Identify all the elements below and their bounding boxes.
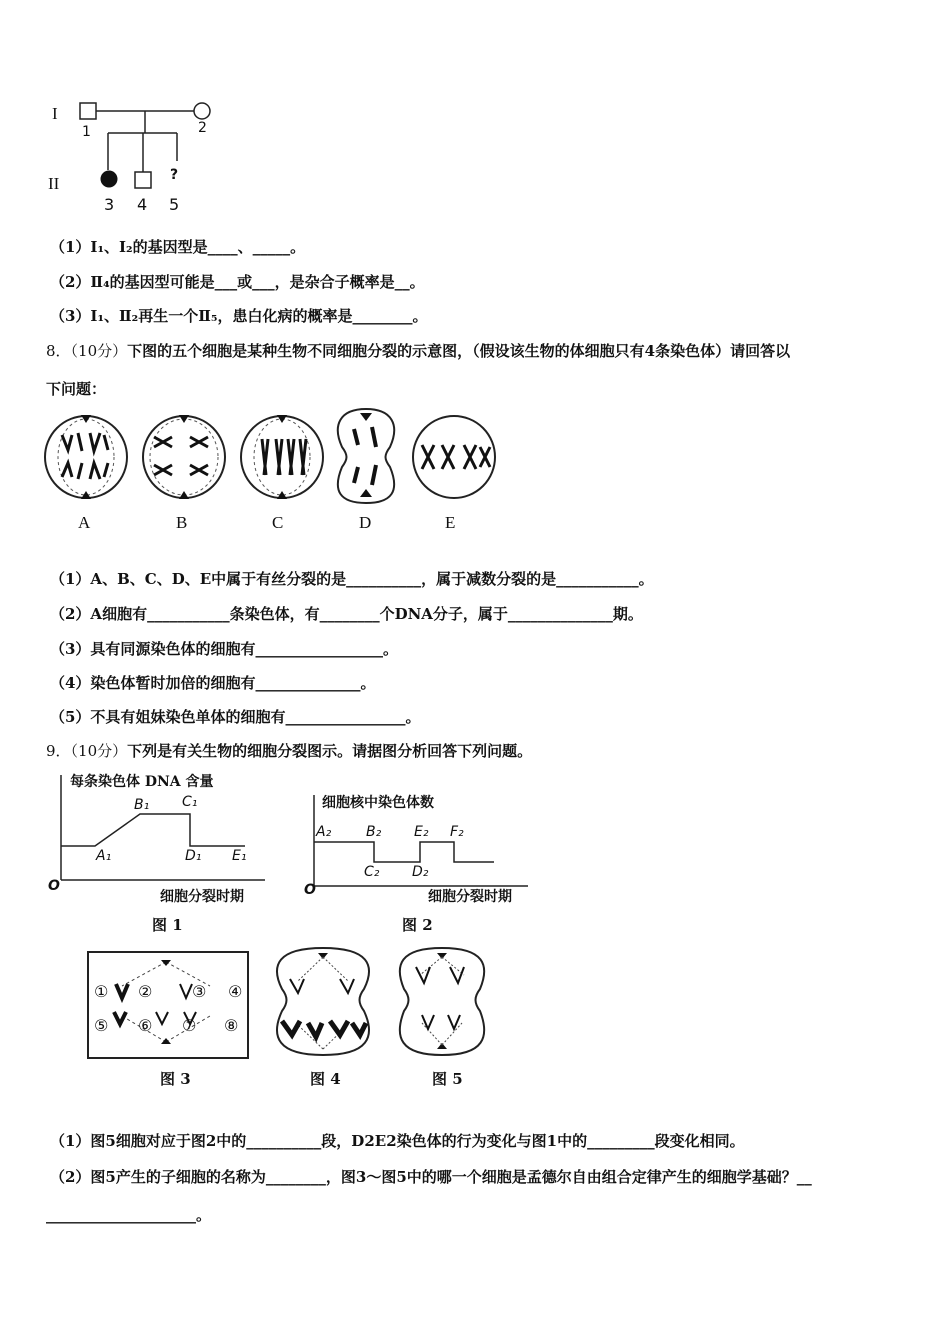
fig1-point-e: E₁ [232,848,247,864]
fig2-point-b: B₂ [366,824,382,840]
fig2-xlabel: 细胞分裂时期 [428,889,512,905]
fig2-curve [314,842,494,862]
pedigree-ind4: 4 [137,195,148,214]
q8-part3: （3）具有同源染色体的细胞有_________________。 [50,640,398,658]
fig1-origin: O [48,878,60,894]
fig2-point-d: D₂ [412,864,429,880]
cell-b [143,415,225,499]
q8-stem-line2: 下问题： [46,380,107,398]
fig3-diagram [86,950,251,1062]
pedigree-ind3: 3 [104,195,115,214]
fig2-caption: 图 2 [402,916,433,934]
q9-stem-line [46,740,532,761]
fig3-num-1: ① [94,982,109,1001]
fig2-point-a: A₂ [316,824,332,840]
fig3-num-8: ⑧ [224,1016,239,1035]
pedigree-ind5: 5 [169,195,180,214]
fig1-point-c: C₁ [182,794,198,810]
q8-number: 8．（10分） [46,342,128,360]
q8-stem: 下图的五个细胞是某种生物不同细胞分裂的示意图，（假设该生物的体细胞只有4条染色体）请回答以 [127,342,791,360]
fig3-caption: 图 3 [160,1070,191,1088]
cell-label-b: B [176,513,188,532]
q7-part2: （2）Ⅱ₄的基因型可能是___或___，是杂合子概率是__。 [50,273,425,291]
fig1-axes [55,770,265,890]
fig2-point-c: C₂ [364,864,380,880]
fig1-point-a: A₁ [96,848,112,864]
pedigree-gen2-label: II [48,174,60,193]
q7-part1: （1）Ⅰ₁、Ⅰ₂的基因型是____、_____。 [50,238,306,256]
cell-d [338,409,394,503]
fig5-caption: 图 5 [432,1070,463,1088]
cell-a [45,415,127,499]
pedigree-male-4 [135,172,151,188]
fig3-num-6: ⑥ [138,1016,153,1035]
fig3-num-3: ③ [192,982,207,1001]
q9-number: 9．（10分） [46,742,128,760]
fig1-curve [61,814,245,846]
pedigree-male-1 [80,103,96,119]
q8-part5: （5）不具有姐妹染色单体的细胞有________________。 [50,708,421,726]
q9-part2-line2: ____________________。 [46,1206,212,1224]
pedigree-ind2: 2 [198,120,207,136]
cell-label-d: D [359,513,372,532]
pedigree-ind5-mark: ? [170,167,179,183]
fig1-xlabel: 细胞分裂时期 [160,889,244,905]
pedigree-gen1-label: I [52,104,58,123]
pedigree-ind1: 1 [82,124,91,140]
fig3-num-7: ⑦ [182,1016,197,1035]
cell-e [413,416,495,498]
fig4-caption: 图 4 [310,1070,341,1088]
fig1-point-b: B₁ [134,797,150,813]
q9-part2-line1: （2）图5产生的子细胞的名称为________，图3～图5中的哪一个细胞是孟德尔自由组合定律产生的细胞学基础？__ [50,1168,812,1186]
q9-stem: 下列是有关生物的细胞分裂图示。请据图分析回答下列问题。 [127,742,533,760]
q8-part1: （1）A、B、C、D、E中属于有丝分裂的是__________，属于减数分裂的是___________。 [50,570,654,588]
fig3-num-2: ② [138,982,153,1001]
cell-label-c: C [272,513,284,532]
fig1-point-d: D₁ [185,848,202,864]
cell-c [241,415,323,499]
pedigree-affected-female-3 [101,171,118,188]
q8-part4: （4）染色体暂时加倍的细胞有______________。 [50,674,376,692]
q9-part1: （1）图5细胞对应于图2中的__________段，D2E2染色体的行为变化与图1中的_________段变化相同。 [50,1132,745,1150]
fig2-point-f: F₂ [450,824,464,840]
fig1-caption: 图 1 [152,916,183,934]
fig3-num-4: ④ [228,982,243,1001]
cell-label-e: E [445,513,456,532]
fig2-point-e: E₂ [414,824,429,840]
q8-cell-diagrams [44,405,514,505]
fig5-diagram [392,945,492,1060]
fig2-origin: O [304,882,316,898]
q7-part3: （3）Ⅰ₁、Ⅱ₂再生一个Ⅱ₅，患白化病的概率是________。 [50,307,428,325]
fig4-diagram [268,945,378,1060]
fig3-num-5: ⑤ [94,1016,109,1035]
fig2-ylabel: 细胞核中染色体数 [322,795,434,811]
pedigree-female-2 [194,103,210,119]
cell-label-a: A [78,513,91,532]
q8-stem-line1 [46,340,790,361]
fig1-ylabel: 每条染色体 DNA 含量 [70,774,214,790]
q8-part2: （2）A细胞有___________条染色体，有________个DNA分子，属于______________期。 [50,605,643,623]
